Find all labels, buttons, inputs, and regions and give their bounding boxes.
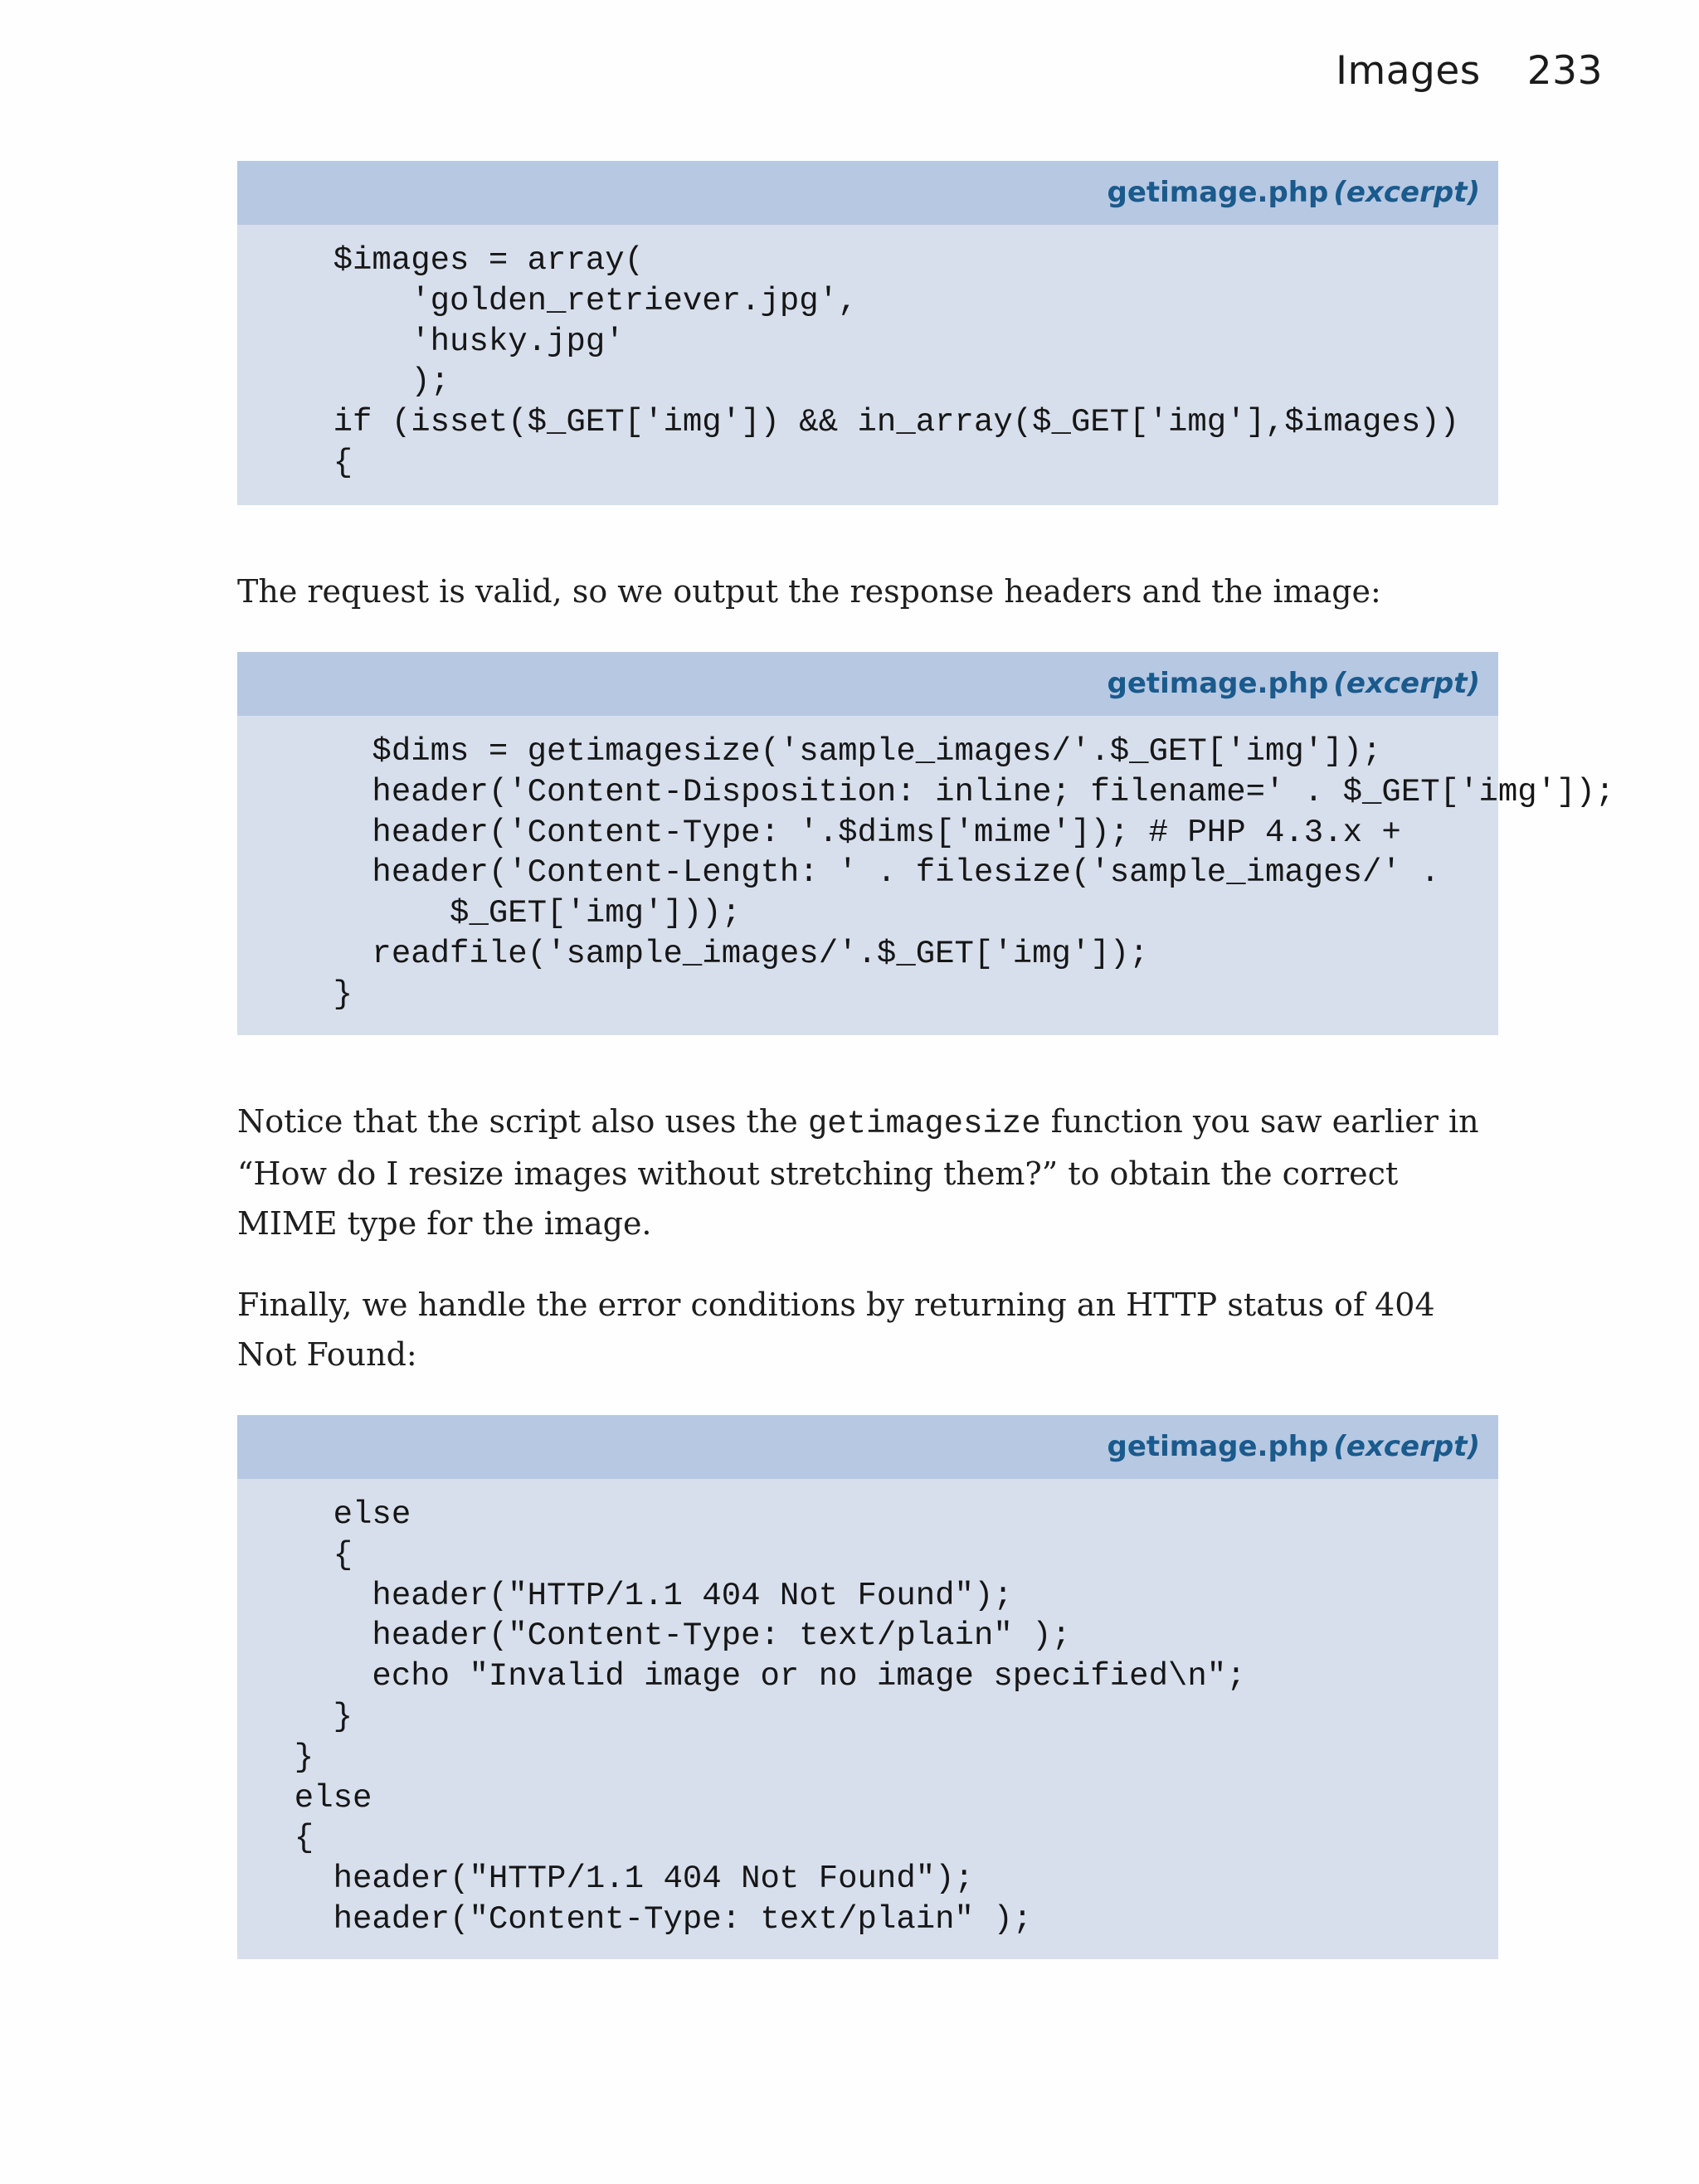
listing-title bbox=[237, 1415, 1498, 1479]
paragraph-3: Finally, we handle the error conditions by returning an HTTP status of 404 Not Found: bbox=[237, 1287, 1435, 1373]
listing-title bbox=[237, 161, 1498, 225]
page-number: 233 bbox=[1526, 48, 1603, 94]
listing-filename: getimage.php bbox=[1107, 176, 1329, 209]
code-listing-3 bbox=[237, 1415, 1498, 1959]
listing-filename: getimage.php bbox=[1107, 667, 1329, 700]
listing-title bbox=[237, 652, 1498, 716]
listing-excerpt-label: (excerpt) bbox=[1333, 667, 1480, 700]
listing-excerpt-label: (excerpt) bbox=[1333, 1430, 1480, 1463]
listing-excerpt-label: (excerpt) bbox=[1333, 176, 1480, 209]
paragraph-2-text-after: function you saw earlier in “How do I resize images without stretching them?” to obtain the correct MIME type for the image. bbox=[237, 1103, 1479, 1242]
code-listing-2 bbox=[237, 652, 1615, 1035]
paragraph-1: The request is valid, so we output the response headers and the image: bbox=[237, 573, 1381, 610]
listing-filename: getimage.php bbox=[1107, 1430, 1329, 1463]
code-block-3: else { header("HTTP/1.1 404 Not Found"); header("Content-Type: text/plain" ); echo "Invalid image or no image specified\n"; } } else { header("HTTP/1.1 404 Not Found"); header("Content-Type: text/plain" ); bbox=[294, 1496, 1246, 1938]
running-header bbox=[1336, 48, 1603, 94]
code-block-2: $dims = getimagesize('sample_images/'.$_GET['img']); header('Content-Disposition: inline; filename=' . $_GET['img']); header('Content-Type: '.$dims['mime']); # PHP 4.3.x + header('Content-Length: ' . filesize('sample_images/' . $_GET['img'])); readfile('sample_images/'.$_GET['img']); } bbox=[333, 733, 1615, 1013]
paragraph-2-text-before: Notice that the script also uses the bbox=[237, 1103, 808, 1140]
code-block-1: $images = array( 'golden_retriever.jpg', 'husky.jpg' ); if (isset($_GET['img']) && in_array($_GET['img'],$images)) { bbox=[333, 242, 1460, 481]
code-listing-1 bbox=[237, 161, 1498, 505]
paragraph-2 bbox=[237, 1097, 1502, 1248]
inline-code-getimagesize: getimagesize bbox=[807, 1106, 1041, 1142]
section-title: Images bbox=[1336, 48, 1481, 94]
